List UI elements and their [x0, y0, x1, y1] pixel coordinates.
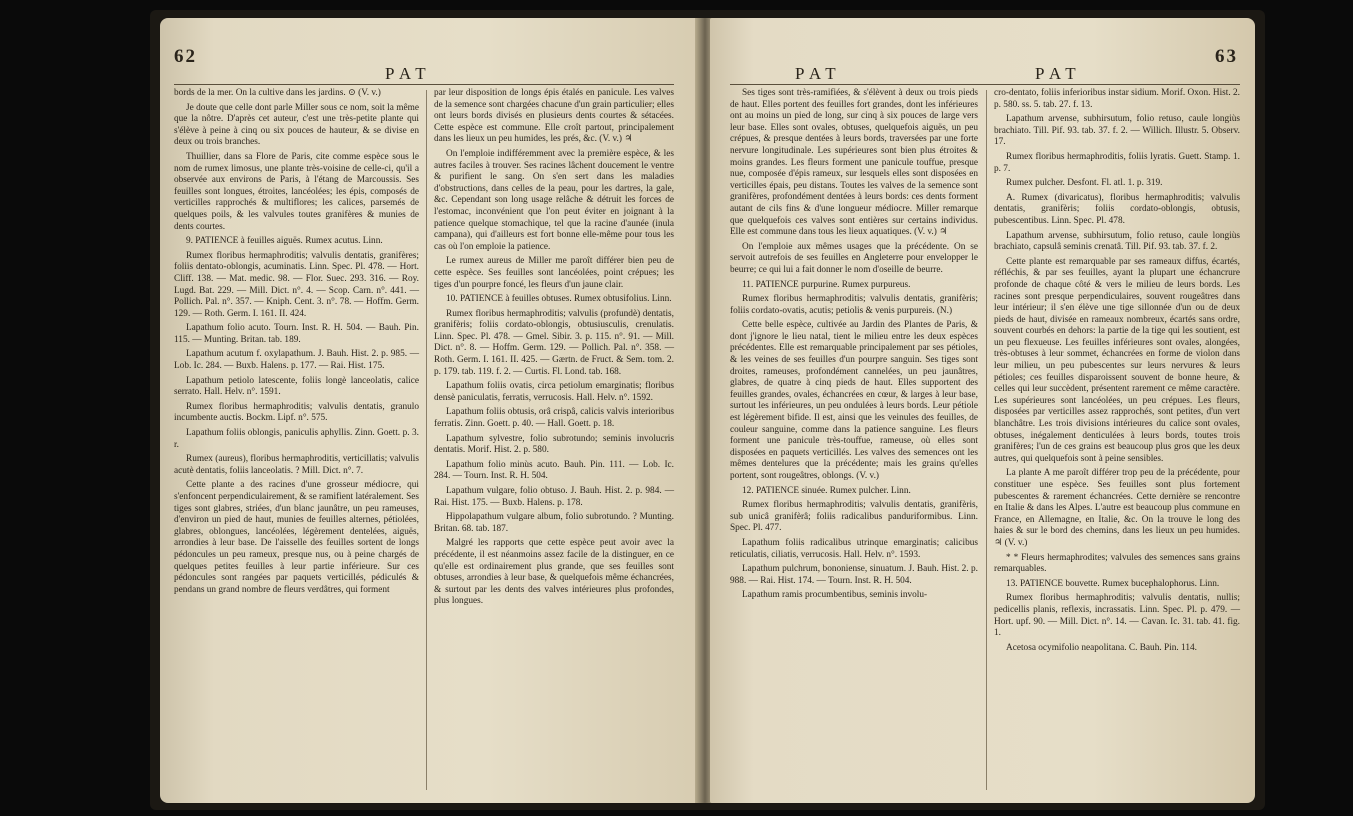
column-divider-right	[986, 90, 987, 790]
paragraph: Lapathum petiolo latescente, foliis longè lanceolatis, calice serrato. Hall. Helv. n°. 1591.	[174, 375, 419, 398]
paragraph: Lapathum folio acuto. Tourn. Inst. R. H. 504. — Bauh. Pin. 115. — Munting. Britan. tab. 189.	[174, 323, 419, 345]
paragraph: Le rumex aureus de Miller me paroît différer bien peu de cette espèce. Ses feuilles sont lancéolées, point crépues; les tiges d'un pourpre foncé, les fleurs d'un jaune clair.	[434, 256, 674, 290]
paragraph: Lapathum pulchrum, bononiense, sinuatum. J. Bauh. Hist. 2. p. 988. — Rai. Hist. 174. — Tourn. Inst. R. H. 504.	[730, 564, 978, 586]
paragraph: Lapathum sylvestre, folio subrotundo; seminis involucris dentatis. Morif. Hist. 2. p. 580.	[434, 433, 674, 456]
paragraph: Cette plante est remarquable par ses rameaux diffus, écartés, réfléchis, & par ses feuilles, ayant la plupart une échancrure profonde de chaque côté & vers le milieu de leurs bords. Les racines sont presque perpendiculaires, souvent rougeâtres dans leur intérieur; il s'en élève une tige sillonnée d'un ou de deux pieds de haut, divisée en rameaux nombreux, écartés sans ordre, souvent courbés en dehors: la partie de la tige qui les soutient, est un peu flexueuse. Les feuilles inférieures sont ovales, alongées, très-obtuses à leur sommet, échancrées en forme de violon dans leur milieu, un peu pubescentes sur leurs nervures & leurs pétioles; ces feuilles disparoissent souvent de bonne heure, & celles qui leur succèdent, présentent rarement ce même caractère. Les supérieures sont lancéolées, un peu crépues. Les fleurs, disposées par verticilles assez rapprochés, sont petites, d'un vert blanchâtre. Les trois divisions intérieures du calice sont ovales, obtuses, inégalement denticulées à leurs bords, toutes trois granifères; l'un de ces grains est beaucoup plus gros que les deux autres, qui quelquefois sont à peine sensibles.	[994, 256, 1240, 464]
book-spread	[150, 10, 1265, 810]
paragraph: On l'emploie aux mêmes usages que la précédente. On se servoit autrefois de ses feuilles en Angleterre pour envelopper le beurre; ce qui lui a fait donner le nom d'oseille de beurre.	[730, 241, 978, 275]
header-rule-left	[174, 84, 674, 85]
paragraph: cro-dentato, foliis inferioribus instar sidium. Morif. Oxon. Hist. 2. p. 580. ss. 5. tab. 27. f. 13.	[994, 88, 1240, 110]
paragraph: Lapathum arvense, subhirsutum, folio retuso, caule longiùs brachiato, capsulâ seminis crenatâ. Till. Pif. 93. tab. 37. f. 2.	[994, 230, 1240, 253]
running-title-right-2: PAT	[1035, 64, 1082, 83]
running-title-left: PAT	[385, 64, 432, 83]
page-number-left: 62	[174, 46, 197, 67]
paragraph: La plante A me paroît différer trop peu de la précédente, pour constituer une espèce. Ses feuilles sont plus fortement pubescentes & rarement échancrées. Cette dernière se rencontre en Italie & dans les Alpes. L'autre est beaucoup plus commune en France, en Allemagne, en Italie, &c. On la trouve le long des haies & sur le bord des chemins, dans les lieux un peu humides. ♃ (V. v.)	[994, 468, 1240, 548]
page-number-right: 63	[1215, 46, 1238, 67]
paragraph: Rumex floribus hermaphroditis; valvulis dentatis, granifèris; foliis cordato-ovatis, acutis; petiolis & venis purpureis. (N.)	[730, 294, 978, 316]
paragraph: Je doute que celle dont parle Miller sous ce nom, soit la même que la nôtre. D'après cet auteur, c'est une très-petite plante qui s'élève à peine à cinq ou six pouces de hauteur, & se divise en deux ou trois branches.	[174, 102, 419, 148]
header-rule-right	[730, 84, 1240, 85]
paragraph: 12. PATIENCE sinuée. Rumex pulcher. Linn.	[742, 485, 911, 496]
paragraph: Hippolapathum vulgare album, folio subrotundo. ? Munting. Britan. 68. tab. 187.	[434, 512, 674, 534]
paragraph: 9. PATIENCE à feuilles aiguës. Rumex acutus. Linn.	[186, 236, 383, 247]
paragraph: Rumex pulcher. Desfont. Fl. atl. 1. p. 319.	[1006, 178, 1163, 189]
paragraph: Lapathum acutum f. oxylapathum. J. Bauh. Hist. 2. p. 985. — Lob. Ic. 284. — Buxb. Halens. p. 177. — Rai. Hist. 175.	[174, 349, 419, 372]
left-column-1	[174, 88, 419, 599]
paragraph: Lapathum foliis radicalibus utrinque emarginatis; calicibus reticulatis, ciliatis, verrucosis. Hall. Helv. n°. 1593.	[730, 537, 978, 560]
paragraph: Lapathum vulgare, folio obtuso. J. Bauh. Hist. 2. p. 984. — Rai. Hist. 175. — Buxb. Halens. p. 178.	[434, 486, 674, 508]
paragraph: A. Rumex (divaricatus), floribus hermaphroditis; valvulis dentatis, granifèris; foliis cordato-oblongis, obtusis, pubescentibus. Linn. Spec. Pl. 478.	[994, 192, 1240, 226]
paragraph: 11. PATIENCE purpurine. Rumex purpureus.	[742, 279, 911, 290]
paragraph: Rumex floribus hermaphroditis; valvulis (profundè) dentatis, granifèris; foliis cordato-oblongis, obtusiusculis, crenulatis. Linn. Spec. Pl. 478. — Gmel. Sibir. 3. p. 115. n°. 91. — Mill. Dict. n°. 8. — Hoffm. Germ. 129. — Pollich. Pal. n°. 358. — Roth. Germ. I. 161. II. 425. — Gærtn. de Fruct. & Sem. tom. 2. p. 179. tab. 119. f. 2. — Curtis. Fl. Lond. tab. 168.	[434, 308, 674, 377]
paragraph: Cette belle espèce, cultivée au Jardin des Plantes de Paris, & dont j'ignore le lieu natal, tient le milieu entre les deux espèces précédentes. Elle est remarquable principalement par ses pétioles, & les veines de ses feuilles d'un pourpre sanguin. Ses tiges sont droites, rameuses, profondément cannelées, un peu jaunâtres, glabres, de quatre à cinq pieds de haut. Elles supportent des feuilles grandes, ovales, échancrées en cœur, & larges à leur base, surtout les inférieures, un peu ondulées à leurs bords. Leur pétiole est légèrement bifide. Il est, ainsi que les veinules des feuilles, de couleur sanguine, comme dans la patience sanguine. Les fleurs forment une panicule très-touffue, rameuse, où elles sont disposées en paquets verticillés. Les valves des semences ont les mêmes dentelures que la précédente; mais les grains qu'elles portent, sont rougeâtres, oblongs. (V. v.)	[730, 320, 978, 481]
paragraph: Lapathum arvense, subhirsutum, folio retuso, caule longiùs brachiato. Till. Pif. 93. tab. 37. f. 2. — Willich. Illustr. 5. Observ. 17.	[994, 114, 1240, 148]
paragraph: Rumex floribus hermaphroditis, foliis lyratis. Guett. Stamp. 1. p. 7.	[994, 151, 1240, 174]
paragraph: Rumex floribus hermaphroditis; valvulis dentatis, granulo incumbente auctis. Bockm. Lipf. n°. 575.	[174, 401, 419, 424]
left-page	[160, 18, 700, 803]
right-column-1	[730, 88, 978, 605]
paragraph: Lapathum ramis procumbentibus, seminis involu-	[742, 590, 928, 601]
paragraph: 13. PATIENCE bouvette. Rumex bucephalophorus. Linn.	[1006, 578, 1220, 589]
paragraph: Lapathum foliis ovatis, circa petiolum emarginatis; floribus densè paniculatis, ferratis, verrucosis. Hall. Helv. n°. 1592.	[434, 381, 674, 403]
paragraph: * * Fleurs hermaphrodites; valvules des semences sans grains remarquables.	[994, 552, 1240, 575]
paragraph: Lapathum foliis oblongis, paniculis aphyllis. Zinn. Goett. p. 3. r.	[174, 428, 419, 450]
right-column-2	[994, 88, 1240, 657]
paragraph: bords de la mer. On la cultive dans les jardins. ⊙ (V. v.)	[174, 88, 381, 98]
paragraph: 10. PATIENCE à feuilles obtuses. Rumex obtusifolius. Linn.	[446, 294, 672, 305]
paragraph: Acetosa ocymifolio neapolitana. C. Bauh. Pin. 114.	[1006, 642, 1197, 653]
paragraph: Rumex floribus hermaphroditis; valvulis dentatis, nullis; pedicellis planis, reflexis, incrassatis. Linn. Spec. Pl. p. 479. — Hort. upf. 90. — Mill. Dict. n°. 14. — Cavan. Ic. 31. tab. 41. fig. 1.	[994, 593, 1240, 639]
paragraph: par leur disposition de longs épis étalés en panicule. Les valves de la semence sont chargées chacune d'un grain particulier; elles ont leurs bords divisés en plusieurs dents courtes & sétacées. Cette espèce est commune. Elle croît partout, principalement dans les lieux un peu humides, les prés, &c. (V. v.) ♃	[434, 88, 674, 145]
paragraph: Thuillier, dans sa Flore de Paris, cite comme espèce sous le nom de rumex limosus, une plante très-voisine de celle-ci, qu'il a observée aux environs de Paris, à l'étang de Marcoussis. Ses feuilles sont longues, étroites, lancéolées; les épis, composés de verticilles rapprochés & multiflores; les calices, parsemés de quelques poils, & les valvules toutes granifères & munies de dents courtes.	[174, 151, 419, 232]
right-page	[710, 18, 1255, 803]
paragraph: Lapathum folio minùs acuto. Bauh. Pin. 111. — Lob. Ic. 284. — Tourn. Inst. R. H. 504.	[434, 459, 674, 482]
paragraph: Malgré les rapports que cette espèce peut avoir avec la précédente, il est néanmoins assez facile de la distinguer, en ce qu'elle est ordinairement plus grande, que ses feuilles sont obtuses, arrondies à leur base, & quelquefois même échancrées, & surtout par les dents des valves intérieures plus profondes, plus longues.	[434, 538, 674, 607]
left-column-2	[434, 88, 674, 611]
running-title-right: PAT	[795, 64, 842, 83]
paragraph: Lapathum foliis obtusis, orâ crispâ, calicis valvis interioribus ferratis. Zinn. Goett. p. 40. — Hall. Goett. p. 18.	[434, 407, 674, 430]
paragraph: Rumex (aureus), floribus hermaphroditis, verticillatis; valvulis acutè dentatis, foliis lanceolatis. ? Mill. Dict. n°. 7.	[174, 454, 419, 476]
paragraph: Cette plante a des racines d'une grosseur médiocre, qui s'enfoncent perpendiculairement, & se ramifient latéralement. Ses tiges sont glabres, striées, d'un blanc jaunâtre, un peu rameuses, d'environ un pied de haut, munies de feuilles alternes, pétiolées, glabres, oblongues, lancéolées, légèrement dentelées, aiguës, arrondies à leur base. De l'aisselle des feuilles sortent de longs pédoncules un peu rameux, presque nus, ou à peine chargés de quelques petites feuilles à leur partie inférieure. Sur ces pédoncules sont rangées par paquets verticillés, pédiculés & pendans un grand nombre de fleurs verdâtres, qui forment	[174, 480, 419, 595]
column-divider-left	[426, 90, 427, 790]
paragraph: On l'emploie indifféremment avec la première espèce, & les autres faciles à trouver. Ses racines lâchent doucement le ventre & purifient le sang. On s'en sert dans les maladies d'obstructions, dans celles de la peau, pour les dartres, la gale, &c. Cependant son long usage relâche & détruit les forces de l'estomac, inconvénient que l'on peut éviter en joignant à la patience quelque stomachique, tel que la racine d'aunée (inula campana), qui d'ailleurs est fort bonne elle-même pour tous les cas où l'on emploie la patience.	[434, 148, 674, 252]
paragraph: Ses tiges sont très-ramifiées, & s'élèvent à deux ou trois pieds de haut. Elles portent des feuilles fort grandes, dont les inférieures ont au moins un pied de long, sur cinq à six pouces de large vers leur base. Elles sont ovales, obtuses, quelquefois aiguës, un peu crépues, & presque dentées à leurs bords, traversées par une forte nervure longitudinale. Les supérieures sont bien plus étroites & moins grandes. Les fleurs forment une panicule touffue, presque nue, composée d'épis rameux, sur lesquels elles sont disposées en verticilles épais, peu distans. Toutes les valves de la semence sont granifères, profondément dentées à leurs bords: ces dents forment autant de cils fins & d'une longueur médiocre. Miller remarque que quelquefois ces valves sont entières sur certains individus. Elle est commune dans tous les lieux aquatiques. (V. v.) ♃	[730, 88, 978, 238]
paragraph: Rumex floribus hermaphroditis; valvulis dentatis, granifèris, sub unicâ granifèrâ; foliis radicalibus panduriformibus. Linn. Spec. Pl. 477.	[730, 500, 978, 534]
paragraph: Rumex floribus hermaphroditis; valvulis dentatis, granifères; foliis dentato-oblongis, acuminatis. Linn. Spec. Pl. 478. — Hort. Cliff. 138. — Mat. medic. 98. — Flor. Suec. 293. 316. — Roy. Lugd. Bat. 229. — Mill. Dict. n°. 4. — Scop. Carn. n°. 441. — Pollich. Pal. n°. 357. — Kniph. Cent. 3. n°. 78. — Hoffm. Germ. 129. — Roth. Germ. I. 161. II. 424.	[174, 250, 419, 319]
